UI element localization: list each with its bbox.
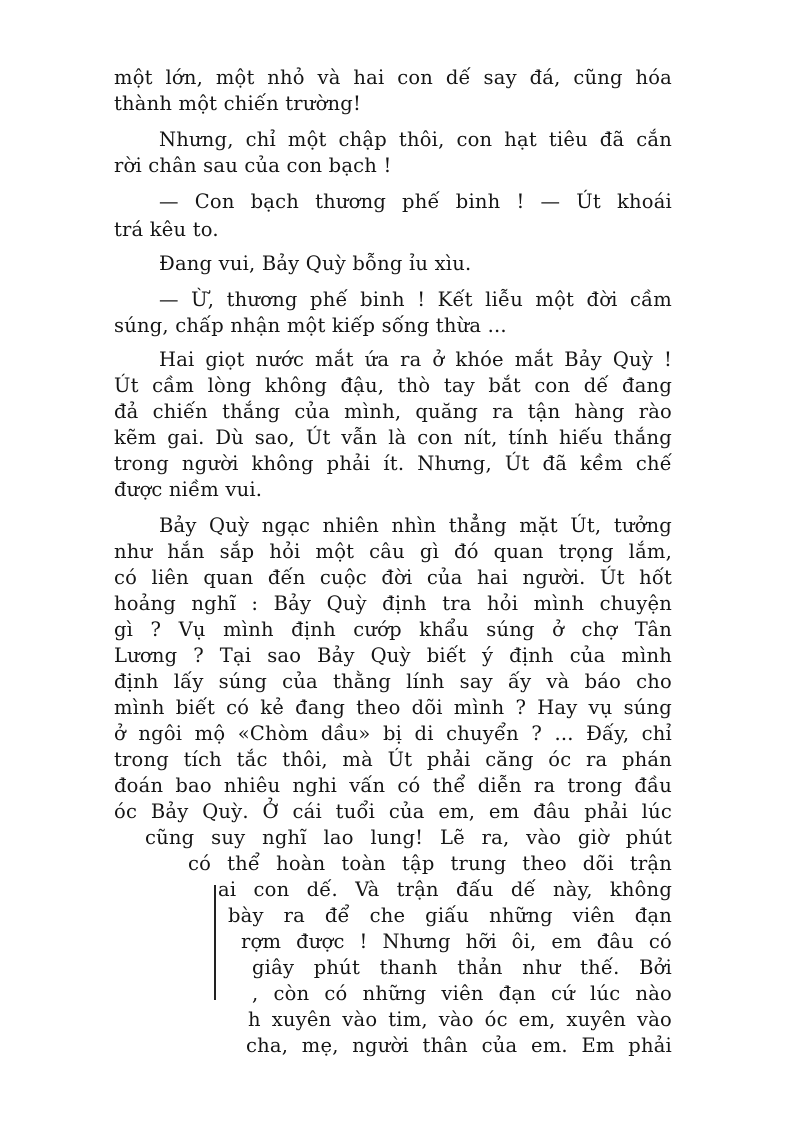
text-line: rợm được ! Nhưng hỡi ôi, em đâu có [241, 930, 672, 953]
text-line: hoảng nghĩ : Bảy Quỳ định tra hỏi mình chuyện [114, 592, 672, 615]
text-line: mình biết có kẻ đang theo dõi mình ? Hay vụ súng [114, 696, 672, 719]
text-line: bày ra để che giấu những viên đạn [228, 904, 672, 927]
text-line: súng, chấp nhận một kiếp sống thừa ... [114, 314, 507, 337]
text-line: trong tích tắc thôi, mà Út phải căng óc ra phán [114, 748, 672, 771]
text-line: một lớn, một nhỏ và hai con dế say đá, cũng hóa [114, 66, 672, 89]
text-line: có liên quan đến cuộc đời của hai người. Út hốt [114, 566, 672, 589]
text-line: óc Bảy Quỳ. Ở cái tuổi của em, em đâu phải lúc [114, 800, 672, 823]
text-line: — Con bạch thương phế binh ! — Út khoái [159, 190, 672, 213]
text-line: cha, mẹ, người thân của em. Em phải [246, 1034, 672, 1057]
text-line: cũng suy nghĩ lao lung! Lẽ ra, vào giờ phút [145, 826, 672, 849]
text-line: định lấy súng của thằng lính say ấy và báo cho [114, 670, 672, 693]
text-line: — Ừ, thương phế binh ! Kết liễu một đời cầm [159, 288, 672, 311]
text-line: Lương ? Tại sao Bảy Quỳ biết ý định của mình [114, 644, 672, 667]
text-line: h xuyên vào tim, vào óc em, xuyên vào [248, 1008, 672, 1031]
text-line: ở ngôi mộ «Chòm dầu» bị di chuyển ? ... Đấy, chỉ [114, 722, 672, 745]
page-fold-line [214, 885, 216, 1000]
text-line: Nhưng, chỉ một chập thôi, con hạt tiêu đã cắn [159, 128, 672, 151]
text-line: kẽm gai. Dù sao, Út vẫn là con nít, tính hiếu thắng [114, 426, 672, 449]
text-line: Út cầm lòng không đậu, thò tay bắt con dế đang [114, 374, 672, 397]
text-line: ai con dế. Và trận đấu dế này, không [218, 878, 672, 901]
text-line: gì ? Vụ mình định cướp khẩu súng ở chợ Tân [114, 618, 672, 641]
text-line: trá kêu to. [114, 218, 219, 241]
text-line: Bảy Quỳ ngạc nhiên nhìn thẳng mặt Út, tưởng [159, 514, 672, 537]
text-line: rời chân sau của con bạch ! [114, 154, 392, 177]
text-line: thành một chiến trường! [114, 92, 362, 115]
text-line: Hai giọt nước mắt ứa ra ở khóe mắt Bảy Quỳ ! [159, 348, 672, 371]
text-line: có thể hoàn toàn tập trung theo dõi trận [188, 852, 672, 875]
text-line: được niềm vui. [114, 478, 263, 501]
text-line: đả chiến thắng của mình, quăng ra tận hàng rào [114, 400, 672, 423]
text-line: như hắn sắp hỏi một câu gì đó quan trọng lắm, [114, 540, 672, 563]
text-line: trong người không phải ít. Nhưng, Út đã kềm chế [114, 452, 672, 475]
text-line: Đang vui, Bảy Quỳ bỗng ỉu xìu. [159, 252, 472, 275]
text-line: giây phút thanh thản như thế. Bởi [252, 956, 672, 979]
text-line: , còn có những viên đạn cứ lúc nào [252, 982, 672, 1005]
text-line: đoán bao nhiêu nghi vấn có thể diễn ra trong đầu [114, 774, 672, 797]
